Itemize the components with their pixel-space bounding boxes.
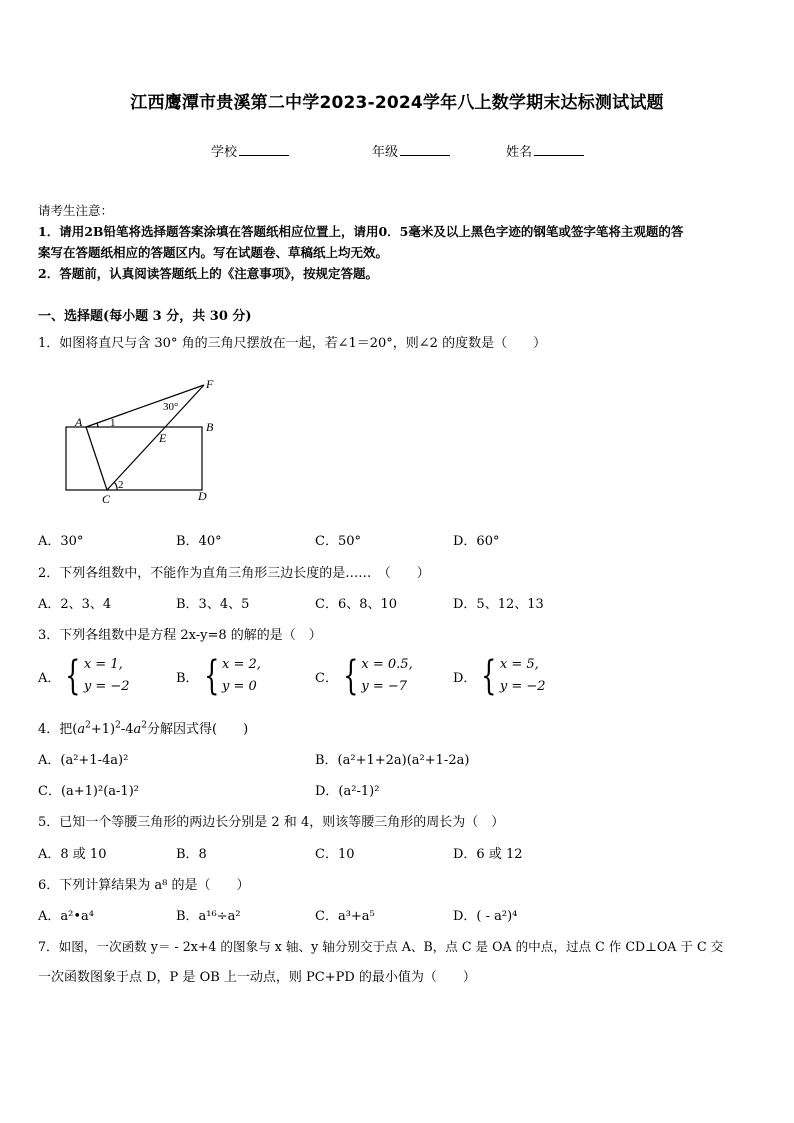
grade-label: 年级 [372,145,399,160]
q4-option-a: A．(a²+1-4a)² [38,753,129,768]
brace: { [481,653,497,699]
q5-option-a: A．8 或 10 [38,847,107,862]
q1-figure [60,372,220,507]
angle-30-label: 30° [163,401,179,413]
brace: { [65,653,81,699]
q2-option-c: C．6、8、10 [315,597,398,612]
q1-option-c: C．50° [315,534,361,549]
q2-option-a: A．2、3、4 [38,597,112,612]
grade-blank [400,143,450,156]
label-e: E [159,431,167,445]
grade-field [372,141,450,160]
q3-option-a-label: A． [38,670,61,686]
note-1b: 案写在答题纸相应的答题区内。写在试题卷、草稿纸上均无效。 [38,245,389,260]
q4-stem-pre: 4．把( [38,722,78,737]
q3-c-eq1: x = 0.5, [361,657,413,672]
name-field [506,141,584,160]
angle-1-label: 1 [110,417,116,429]
q2-option-d: D．5、12、13 [453,597,544,612]
label-a: A [75,415,83,429]
notes-heading: 请考生注意： [38,203,114,218]
q3-c-eq2: y = −7 [361,679,408,694]
angle-2-label: 2 [118,479,124,491]
q1-stem: 1．如图将直尺与含 30° 角的三角尺摆放在一起，若∠1＝20°，则∠2 的度数是（ ） [38,336,547,351]
angle-2-arc [114,482,117,490]
ruler-rect [66,427,202,490]
school-label: 学校 [211,145,238,160]
q3-a-eq1: x = 1, [83,657,123,672]
q5-option-c: C．10 [315,847,355,862]
q3-option-d [453,654,546,698]
name-label: 姓名 [506,145,533,160]
q3-option-a [38,654,130,698]
q3-d-eq1: x = 5, [499,657,539,672]
q6-option-b: B．a¹⁶÷a² [176,909,241,924]
note-2: 2．答题前，认真阅读答题纸上的《注意事项》，按规定答题。 [38,266,378,281]
q3-option-b [176,654,261,698]
q3-option-c [315,654,413,698]
label-d: D [198,489,207,503]
triangle-side-af [86,385,204,427]
q3-stem: 3．下列各组数中是方程 2x-y=8 的解的是（ ） [38,628,322,643]
q5-option-d: D．6 或 12 [453,847,523,862]
q4-option-d: D．(a²-1)² [315,784,380,799]
note-1a: 1．请用2B铅笔将选择题答案涂填在答题纸相应位置上，请用0．5毫米及以上黑色字迹的钢笔或签字笔将主观题的答 [38,224,684,239]
triangle-side-fc [107,385,204,490]
q4-stem-post: 分解因式得( ) [147,722,249,737]
section-heading: 一、选择题(每小题 3 分，共 30 分) [38,309,252,324]
label-c: C [102,492,111,506]
q6-option-c: C．a³+a⁵ [315,909,375,924]
angle-1-arc [97,423,98,427]
q6-stem: 6．下列计算结果为 a⁸ 的是（ ） [38,878,250,893]
q2-stem: 2．下列各组数中，不能作为直角三角形三边长度的是…… （ ） [38,566,430,581]
q4-stem: 4．把$(a^2+1)^2-4a^2$分解因式得( ) [38,720,249,737]
brace: { [343,653,359,699]
label-f: F [206,377,214,391]
label-b: B [206,420,214,434]
q3-d-eq2: y = −2 [499,679,546,694]
triangle-side-ac [86,427,107,490]
q3-option-c-label: C． [315,670,338,686]
q4-option-c: C．(a+1)²(a-1)² [38,784,139,799]
q5-option-b: B．8 [176,847,207,862]
q6-option-d: D．( - a²)⁴ [453,909,518,924]
brace: { [203,653,219,699]
name-blank [534,143,584,156]
q7-line1: 7．如图，一次函数 y＝ - 2x+4 的图象与 x 轴、y 轴分别交于点 A、B，点 C 是 OA 的中点，过点 C 作 CD⊥OA 于 C 交 [38,939,724,954]
q3-b-eq1: x = 2, [222,657,261,672]
school-field [211,141,289,160]
q5-stem: 5．已知一个等腰三角形的两边长分别是 2 和 4，则该等腰三角形的周长为（ ） [38,815,505,830]
q3-a-eq2: y = −2 [83,679,130,694]
q6-option-a: A．a²•a⁴ [38,909,94,924]
q3-option-b-label: B． [176,670,199,686]
q1-option-a: A．30° [38,534,84,549]
page-title: 江西鹰潭市贵溪第二中学2023-2024学年八上数学期末达标测试试题 [130,93,664,113]
q2-option-b: B．3、4、5 [176,597,250,612]
q1-option-b: B．40° [176,534,222,549]
q7-line2: 一次函数图象于点 D，P 是 OB 上一动点，则 PC+PD 的最小值为（ ） [38,970,476,985]
q3-option-d-label: D． [453,670,477,686]
q3-b-eq2: y = 0 [222,679,257,694]
q4-option-b: B．(a²+1+2a)(a²+1-2a) [315,753,470,768]
q1-option-d: D．60° [453,534,500,549]
school-blank [239,143,289,156]
